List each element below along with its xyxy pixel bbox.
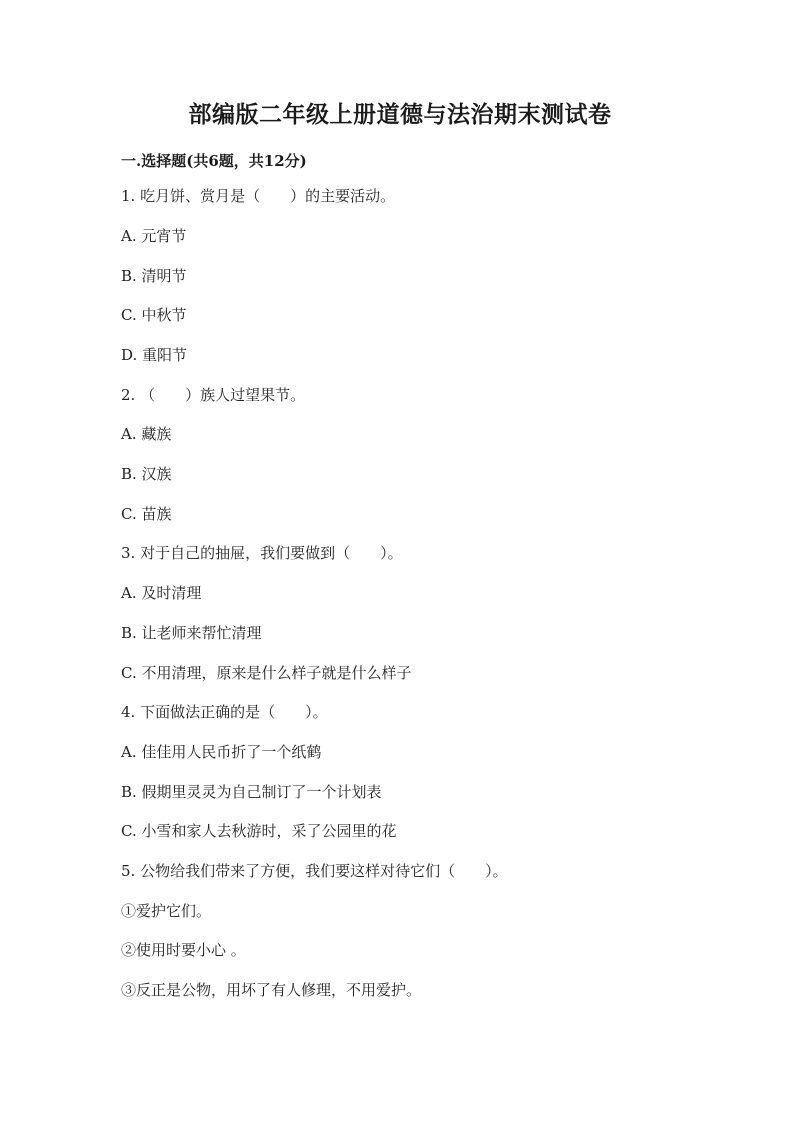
- question-2-option-c: C. 苗族: [121, 505, 172, 523]
- question-5: 5. 公物给我们带来了方便，我们要这样对待它们（ ）。: [121, 862, 508, 880]
- question-1-option-c: C. 中秋节: [121, 306, 187, 324]
- question-1-option-b: B. 清明节: [121, 267, 187, 285]
- question-2-option-b: B. 汉族: [121, 465, 172, 483]
- question-4: 4. 下面做法正确的是（ ）。: [121, 703, 328, 721]
- question-5-statement-3: ③反正是公物，用坏了有人修理，不用爱护。: [121, 981, 422, 999]
- question-1: 1. 吃月饼、赏月是（ ）的主要活动。: [121, 187, 396, 205]
- question-4-option-c: C. 小雪和家人去秋游时，采了公园里的花: [121, 822, 397, 840]
- question-2: 2. （ ）族人过望果节。: [121, 386, 306, 404]
- section-heading: 一.选择题(共6题，共12分): [121, 152, 307, 170]
- question-3: 3. 对于自己的抽屉，我们要做到（ ）。: [121, 544, 403, 562]
- question-2-option-a: A. 藏族: [121, 425, 172, 443]
- page-title: 部编版二年级上册道德与法治期末测试卷: [188, 101, 612, 128]
- question-3-option-b: B. 让老师来帮忙清理: [121, 624, 262, 642]
- question-4-option-a: A. 佳佳用人民币折了一个纸鹤: [121, 743, 322, 761]
- question-1-option-d: D. 重阳节: [121, 346, 188, 364]
- question-3-option-a: A. 及时清理: [121, 584, 202, 602]
- question-5-statement-1: ①爱护它们。: [121, 902, 212, 920]
- question-5-statement-2: ②使用时要小心 。: [121, 941, 246, 959]
- question-4-option-b: B. 假期里灵灵为自己制订了一个计划表: [121, 783, 382, 801]
- question-1-option-a: A. 元宵节: [121, 227, 187, 245]
- question-3-option-c: C. 不用清理，原来是什么样子就是什么样子: [121, 664, 412, 682]
